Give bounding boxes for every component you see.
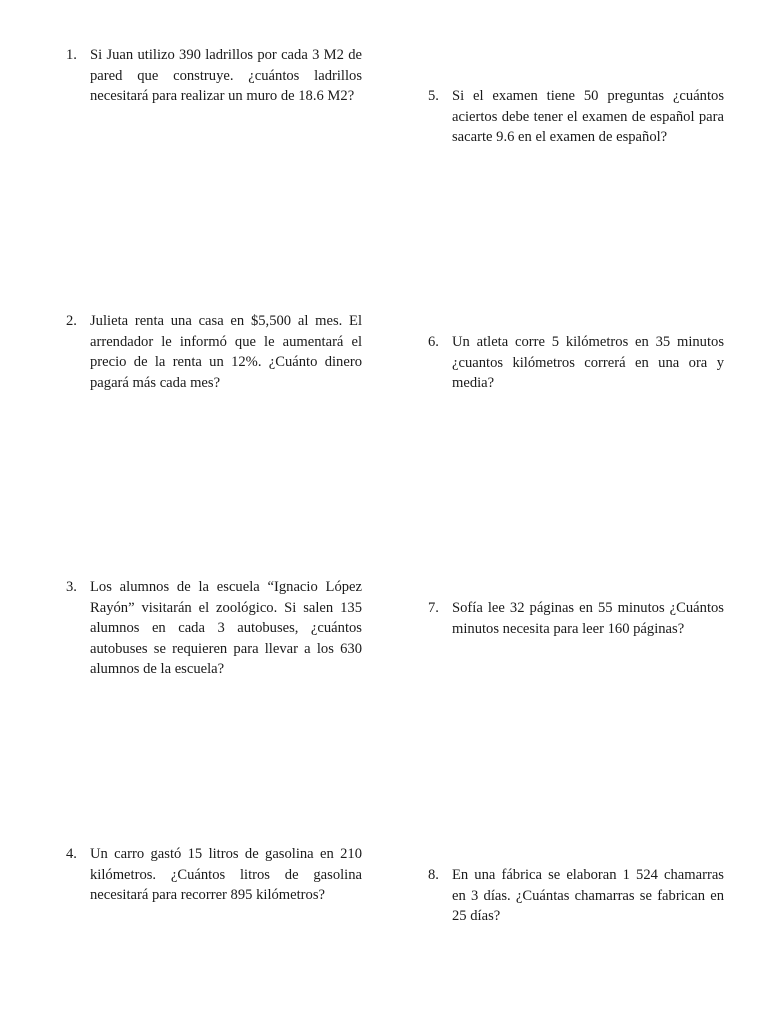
problem-text: Julieta renta una casa en $5,500 al mes. El arrendador le informó que le aumentará el precio de la renta un 12%. ¿Cuánto dinero pagará más cada mes? (90, 313, 362, 391)
problem-text: Un atleta corre 5 kilómetros en 35 minutos ¿cuantos kilómetros correrá en una ora y media? (452, 334, 724, 391)
problem-3 (66, 577, 362, 680)
problem-number: 3. (66, 579, 77, 595)
problem-number: 8. (428, 867, 439, 883)
problem-text: Un carro gastó 15 litros de gasolina en 210 kilómetros. ¿Cuántos litros de gasolina necesitará para recorrer 895 kilómetros? (90, 846, 362, 903)
problem-number: 5. (428, 88, 439, 104)
problem-text: Si Juan utilizo 390 ladrillos por cada 3 M2 de pared que construye. ¿cuántos ladrillos necesitará para realizar un muro de 18.6 M2? (90, 47, 362, 104)
problem-number: 6. (428, 334, 439, 350)
problem-text: Si el examen tiene 50 preguntas ¿cuántos aciertos debe tener el examen de español para sacarte 9.6 en el examen de español? (452, 88, 724, 145)
problem-text: En una fábrica se elaboran 1 524 chamarras en 3 días. ¿Cuántas chamarras se fabrican en 25 días? (452, 867, 724, 924)
problem-4 (66, 844, 362, 906)
problem-5 (428, 86, 724, 148)
problem-number: 7. (428, 600, 439, 616)
problem-8 (428, 865, 724, 927)
problem-6 (428, 332, 724, 394)
problem-number: 1. (66, 47, 77, 63)
problem-number: 4. (66, 846, 77, 862)
problem-text: Sofía lee 32 páginas en 55 minutos ¿Cuántos minutos necesita para leer 160 páginas? (452, 600, 724, 637)
problem-number: 2. (66, 313, 77, 329)
problem-text: Los alumnos de la escuela “Ignacio López Rayón” visitarán el zoológico. Si salen 135 alumnos en cada 3 autobuses, ¿cuántos autobuses se requieren para llevar a los 630 alumnos de la escuela? (90, 579, 362, 677)
problem-7 (428, 598, 724, 639)
problem-1 (66, 45, 362, 107)
problem-2 (66, 311, 362, 393)
